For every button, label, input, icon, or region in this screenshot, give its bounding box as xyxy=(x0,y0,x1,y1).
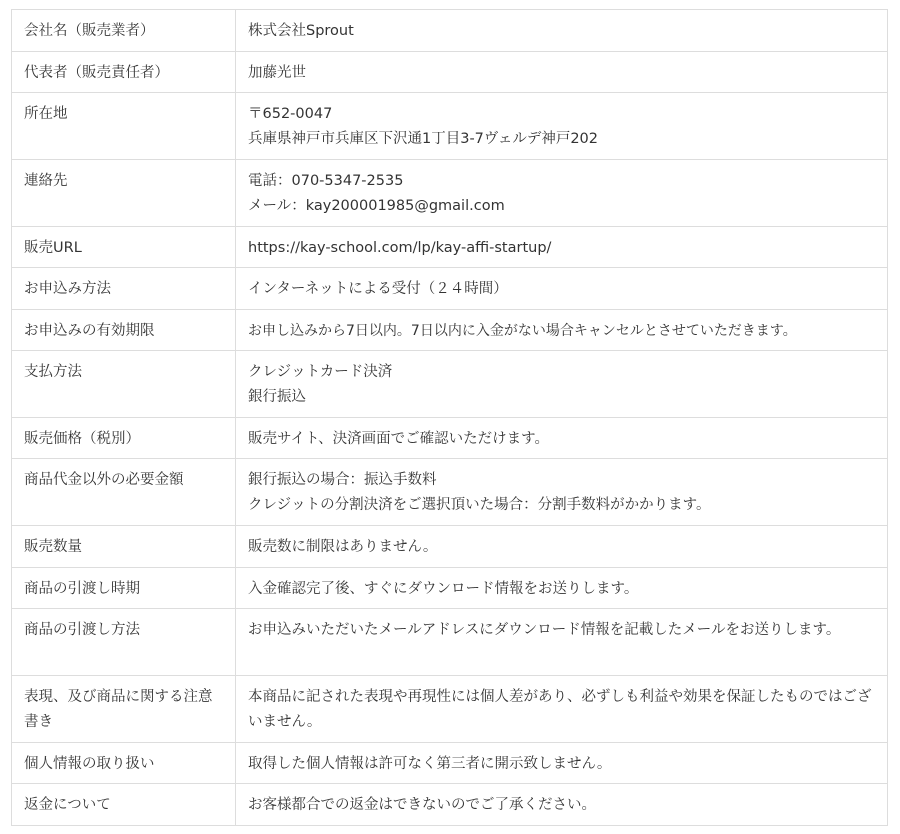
table-row xyxy=(12,93,888,160)
sales-url: https://kay-school.com/lp/kay-affi-startup/ xyxy=(248,240,552,256)
row-label: 返金について xyxy=(12,784,236,826)
row-value-line: 〒652-0047 xyxy=(248,106,333,122)
row-value-line: お申込みいただいたメールアドレスにダウンロード情報を記載したメールをお送りします。 xyxy=(248,622,841,638)
table-row xyxy=(12,526,888,568)
row-label: お申込みの有効期限 xyxy=(12,310,236,351)
row-value-line: 銀行振込 xyxy=(248,389,306,405)
table-row xyxy=(12,10,888,52)
row-label: 支払方法 xyxy=(12,351,236,418)
table-row xyxy=(12,418,888,459)
table-row xyxy=(12,310,888,351)
table-row xyxy=(12,268,888,310)
table-row xyxy=(12,676,888,743)
table-row xyxy=(12,609,888,676)
row-label: 販売価格（税別） xyxy=(12,418,236,459)
row-value-line: 取得した個人情報は許可なく第三者に開示致しません。 xyxy=(248,756,612,772)
row-value-line: 販売数に制限はありません。 xyxy=(248,539,438,555)
row-value-line: クレジットカード決済 xyxy=(248,364,393,380)
row-value-line: クレジットの分割決済をご選択頂いた場合：分割手数料がかかります。 xyxy=(248,497,711,513)
row-value xyxy=(236,418,888,459)
row-value-line: 販売サイト、決済画面でご確認いただけます。 xyxy=(248,431,550,447)
row-label: 代表者（販売責任者） xyxy=(12,52,236,93)
row-value xyxy=(236,676,888,743)
row-label: 販売数量 xyxy=(12,526,236,568)
table-row xyxy=(12,160,888,227)
row-label: 商品の引渡し方法 xyxy=(12,609,236,676)
table-row xyxy=(12,351,888,418)
row-value xyxy=(236,310,888,351)
row-value xyxy=(236,10,888,52)
row-value xyxy=(236,268,888,310)
legal-notice-table xyxy=(11,9,888,826)
row-label: 販売URL xyxy=(12,227,236,268)
row-value xyxy=(236,459,888,526)
row-value xyxy=(236,526,888,568)
row-value-line: 加藤光世 xyxy=(248,65,306,81)
row-label: 商品代金以外の必要金額 xyxy=(12,459,236,526)
row-value xyxy=(236,93,888,160)
row-label: 個人情報の取り扱い xyxy=(12,743,236,784)
table-row xyxy=(12,784,888,826)
row-label: お申込み方法 xyxy=(12,268,236,310)
row-label: 商品の引渡し時期 xyxy=(12,568,236,609)
table-row xyxy=(12,227,888,268)
row-value-line: 本商品に記された表現や再現性には個人差があり、必ずしも利益や効果を保証したものではございません。 xyxy=(248,689,872,730)
row-value-line: 株式会社Sprout xyxy=(248,23,354,39)
table-row xyxy=(12,52,888,93)
phone-number: 電話：070-5347-2535 xyxy=(248,173,404,189)
table-row xyxy=(12,743,888,784)
row-value xyxy=(236,227,888,268)
legal-notice-table-container xyxy=(11,9,887,826)
row-value xyxy=(236,609,888,676)
row-value xyxy=(236,568,888,609)
table-row xyxy=(12,568,888,609)
row-value xyxy=(236,743,888,784)
row-value-line: お客様都合での返金はできないのでご了承ください。 xyxy=(248,797,596,813)
row-label: 所在地 xyxy=(12,93,236,160)
email-address: メール：kay200001985@gmail.com xyxy=(248,198,505,214)
row-value xyxy=(236,52,888,93)
row-value xyxy=(236,784,888,826)
row-label: 表現、及び商品に関する注意書き xyxy=(12,676,236,743)
row-value-line: お申し込みから7日以内。7日以内に入金がない場合キャンセルとさせていただきます。 xyxy=(248,323,797,339)
row-value xyxy=(236,351,888,418)
row-value xyxy=(236,160,888,227)
row-value-line: 兵庫県神戸市兵庫区下沢通1丁目3-7ヴェルデ神戸202 xyxy=(248,131,599,147)
row-label: 会社名（販売業者） xyxy=(12,10,236,52)
row-value-line: 銀行振込の場合：振込手数料 xyxy=(248,472,437,488)
row-value-line: インターネットによる受付（２４時間） xyxy=(248,281,508,297)
row-value-line: 入金確認完了後、すぐにダウンロード情報をお送りします。 xyxy=(248,581,639,597)
row-label: 連絡先 xyxy=(12,160,236,227)
table-row xyxy=(12,459,888,526)
